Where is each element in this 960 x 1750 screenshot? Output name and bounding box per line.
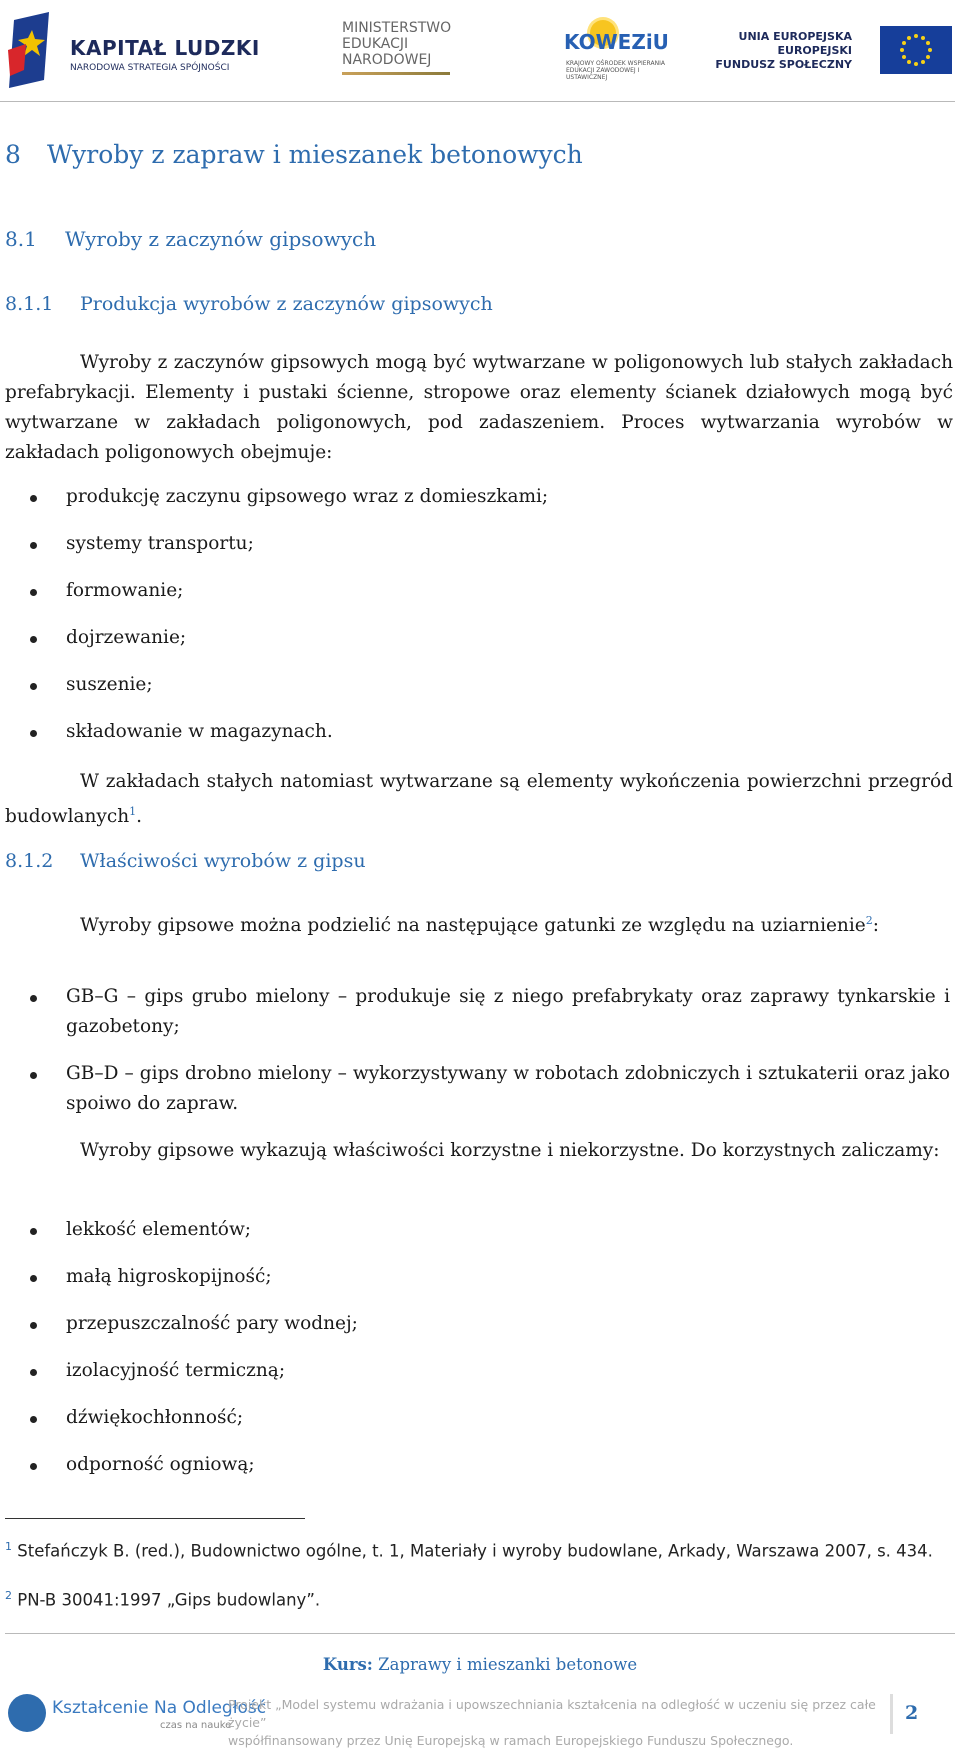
project-info bbox=[228, 1696, 878, 1750]
list-item: lekkość elementów; bbox=[0, 1215, 950, 1245]
kapital-ludzki-logo bbox=[2, 8, 260, 88]
page-number: 2 bbox=[905, 1702, 919, 1724]
list-item: izolacyjność termiczną; bbox=[0, 1356, 950, 1386]
paragraph-end: : bbox=[872, 915, 879, 937]
paragraph-end: . bbox=[136, 806, 143, 828]
list-item: składowanie w magazynach. bbox=[0, 717, 950, 747]
header-divider bbox=[0, 101, 955, 102]
kapital-ludzki-star-icon bbox=[4, 10, 54, 90]
chapter-title: Wyroby z zapraw i mieszanek betonowych bbox=[47, 140, 583, 169]
production-steps-list bbox=[0, 482, 950, 747]
footnote-number: 1 bbox=[5, 1540, 12, 1553]
footer-divider bbox=[5, 1633, 955, 1634]
eu-flag-icon bbox=[880, 26, 952, 74]
footnote-ref[interactable]: 2 bbox=[865, 914, 873, 927]
production-paragraph: Wyroby z zaczynów gipsowych mogą być wytwarzane w poligonowych lub stałych zakładach prefabrykacji. Elementy i pustaki ścienne, stropowe oraz elementy ścianek działowych mogą być wytwarzane w zakładach poligonowych, pod zadaszeniem. Proces wytwarzania wyrobów w zakładach poligonowych obejmuje: bbox=[5, 352, 953, 463]
list-item: przepuszczalność pary wodnej; bbox=[0, 1309, 950, 1339]
list-item: dojrzewanie; bbox=[0, 623, 950, 653]
section-title: Wyroby z zaczynów gipsowych bbox=[65, 227, 377, 251]
men-line: NARODOWEJ bbox=[342, 52, 432, 68]
footnote-2 bbox=[5, 1584, 950, 1613]
list-item: odporność ogniową; bbox=[0, 1450, 950, 1480]
project-line: Projekt „Model systemu wdrażania i upowszechniania kształcenia na odległość w uczeniu się przez całe życie” bbox=[228, 1697, 876, 1730]
footnote-text: PN-B 30041:1997 „Gips budowlany”. bbox=[17, 1590, 321, 1610]
gypsum-types-list bbox=[0, 982, 950, 1119]
ue-efs-logo bbox=[715, 8, 956, 88]
course-name: Zaprawy i mieszanki betonowe bbox=[378, 1655, 638, 1674]
beneficial-properties-list bbox=[0, 1215, 950, 1480]
list-item: GB–D – gips drobno mielony – wykorzystywany w robotach zdobniczych i sztukaterii oraz jako spoiwo do zapraw. bbox=[0, 1059, 950, 1119]
list-item: dźwiękochłonność; bbox=[0, 1403, 950, 1433]
ue-text bbox=[715, 30, 852, 72]
kowezu-subtitle: KRAJOWY OŚRODEK WSPIERANIA EDUKACJI ZAWODOWEJ I USTAWICZNEJ bbox=[566, 60, 665, 81]
knd-logo-text: Kształcenie Na Odległość bbox=[52, 1698, 267, 1718]
subsection-number: 8.1.1 bbox=[5, 293, 54, 315]
list-item: systemy transportu; bbox=[0, 529, 950, 559]
knd-logo-sub: czas na nauke bbox=[160, 1720, 232, 1731]
page-header bbox=[0, 0, 960, 100]
stationary-plants-paragraph bbox=[5, 767, 953, 832]
subsection-heading-properties bbox=[5, 850, 366, 872]
men-line: EDUKACJI bbox=[342, 36, 409, 52]
men-logo bbox=[342, 8, 472, 88]
kowezu-logo bbox=[562, 8, 672, 88]
ue-line: EUROPEJSKI bbox=[777, 44, 852, 57]
kapital-ludzki-subtitle: NARODOWA STRATEGIA SPÓJNOŚCI bbox=[70, 63, 230, 73]
men-line: MINISTERSTWO bbox=[342, 20, 452, 36]
list-item: małą higroskopijność; bbox=[0, 1262, 950, 1292]
knd-logo-icon bbox=[8, 1694, 46, 1732]
footnote-text: Stefańczyk B. (red.), Budownictwo ogólne, t. 1, Materiały i wyroby budowlane, Arkady, Warszawa 2007, s. 434. bbox=[17, 1541, 933, 1561]
list-item: GB–G – gips grubo mielony – produkuje się z niego prefabrykaty oraz zaprawy tynkarskie i gazobetony; bbox=[0, 982, 950, 1042]
paragraph-text: W zakładach stałych natomiast wytwarzane są elementy wykończenia powierzchni przegród budowlanych bbox=[5, 771, 953, 828]
section-number: 8.1 bbox=[5, 227, 37, 251]
course-title bbox=[0, 1655, 960, 1674]
subsection-heading-production bbox=[5, 293, 493, 315]
ue-line: UNIA EUROPEJSKA bbox=[738, 30, 852, 43]
footnote-ref[interactable]: 1 bbox=[129, 805, 137, 818]
footnote-1 bbox=[5, 1535, 950, 1564]
subsection-title: Właściwości wyrobów z gipsu bbox=[80, 850, 366, 872]
kowezu-name: KOWEZiU bbox=[564, 30, 669, 54]
paragraph-text: Wyroby gipsowe można podzielić na następujące gatunki ze względu na uziarnienie bbox=[80, 915, 866, 937]
list-item: produkcję zaczynu gipsowego wraz z domieszkami; bbox=[0, 482, 950, 512]
subsection-title: Produkcja wyrobów z zaczynów gipsowych bbox=[80, 293, 493, 315]
section-heading bbox=[5, 227, 376, 251]
list-item: suszenie; bbox=[0, 670, 950, 700]
page-footer bbox=[0, 1692, 960, 1748]
project-line: współfinansowany przez Unię Europejską w ramach Europejskiego Funduszu Społecznego. bbox=[228, 1733, 794, 1748]
grain-paragraph bbox=[5, 906, 953, 941]
chapter-heading bbox=[5, 140, 583, 169]
footnote-number: 2 bbox=[5, 1589, 12, 1602]
chapter-number: 8 bbox=[5, 140, 21, 169]
properties-paragraph: Wyroby gipsowe wykazują właściwości korzystne i niekorzystne. Do korzystnych zaliczamy: bbox=[80, 1140, 940, 1161]
men-underline bbox=[342, 72, 450, 75]
footnote-divider bbox=[5, 1518, 305, 1519]
subsection-number: 8.1.2 bbox=[5, 850, 54, 872]
list-item: formowanie; bbox=[0, 576, 950, 606]
kapital-ludzki-title: KAPITAŁ LUDZKI bbox=[70, 36, 260, 60]
course-label: Kurs: bbox=[322, 1655, 373, 1674]
page-number-bar bbox=[890, 1694, 893, 1734]
ue-line: FUNDUSZ SPOŁECZNY bbox=[715, 58, 852, 71]
